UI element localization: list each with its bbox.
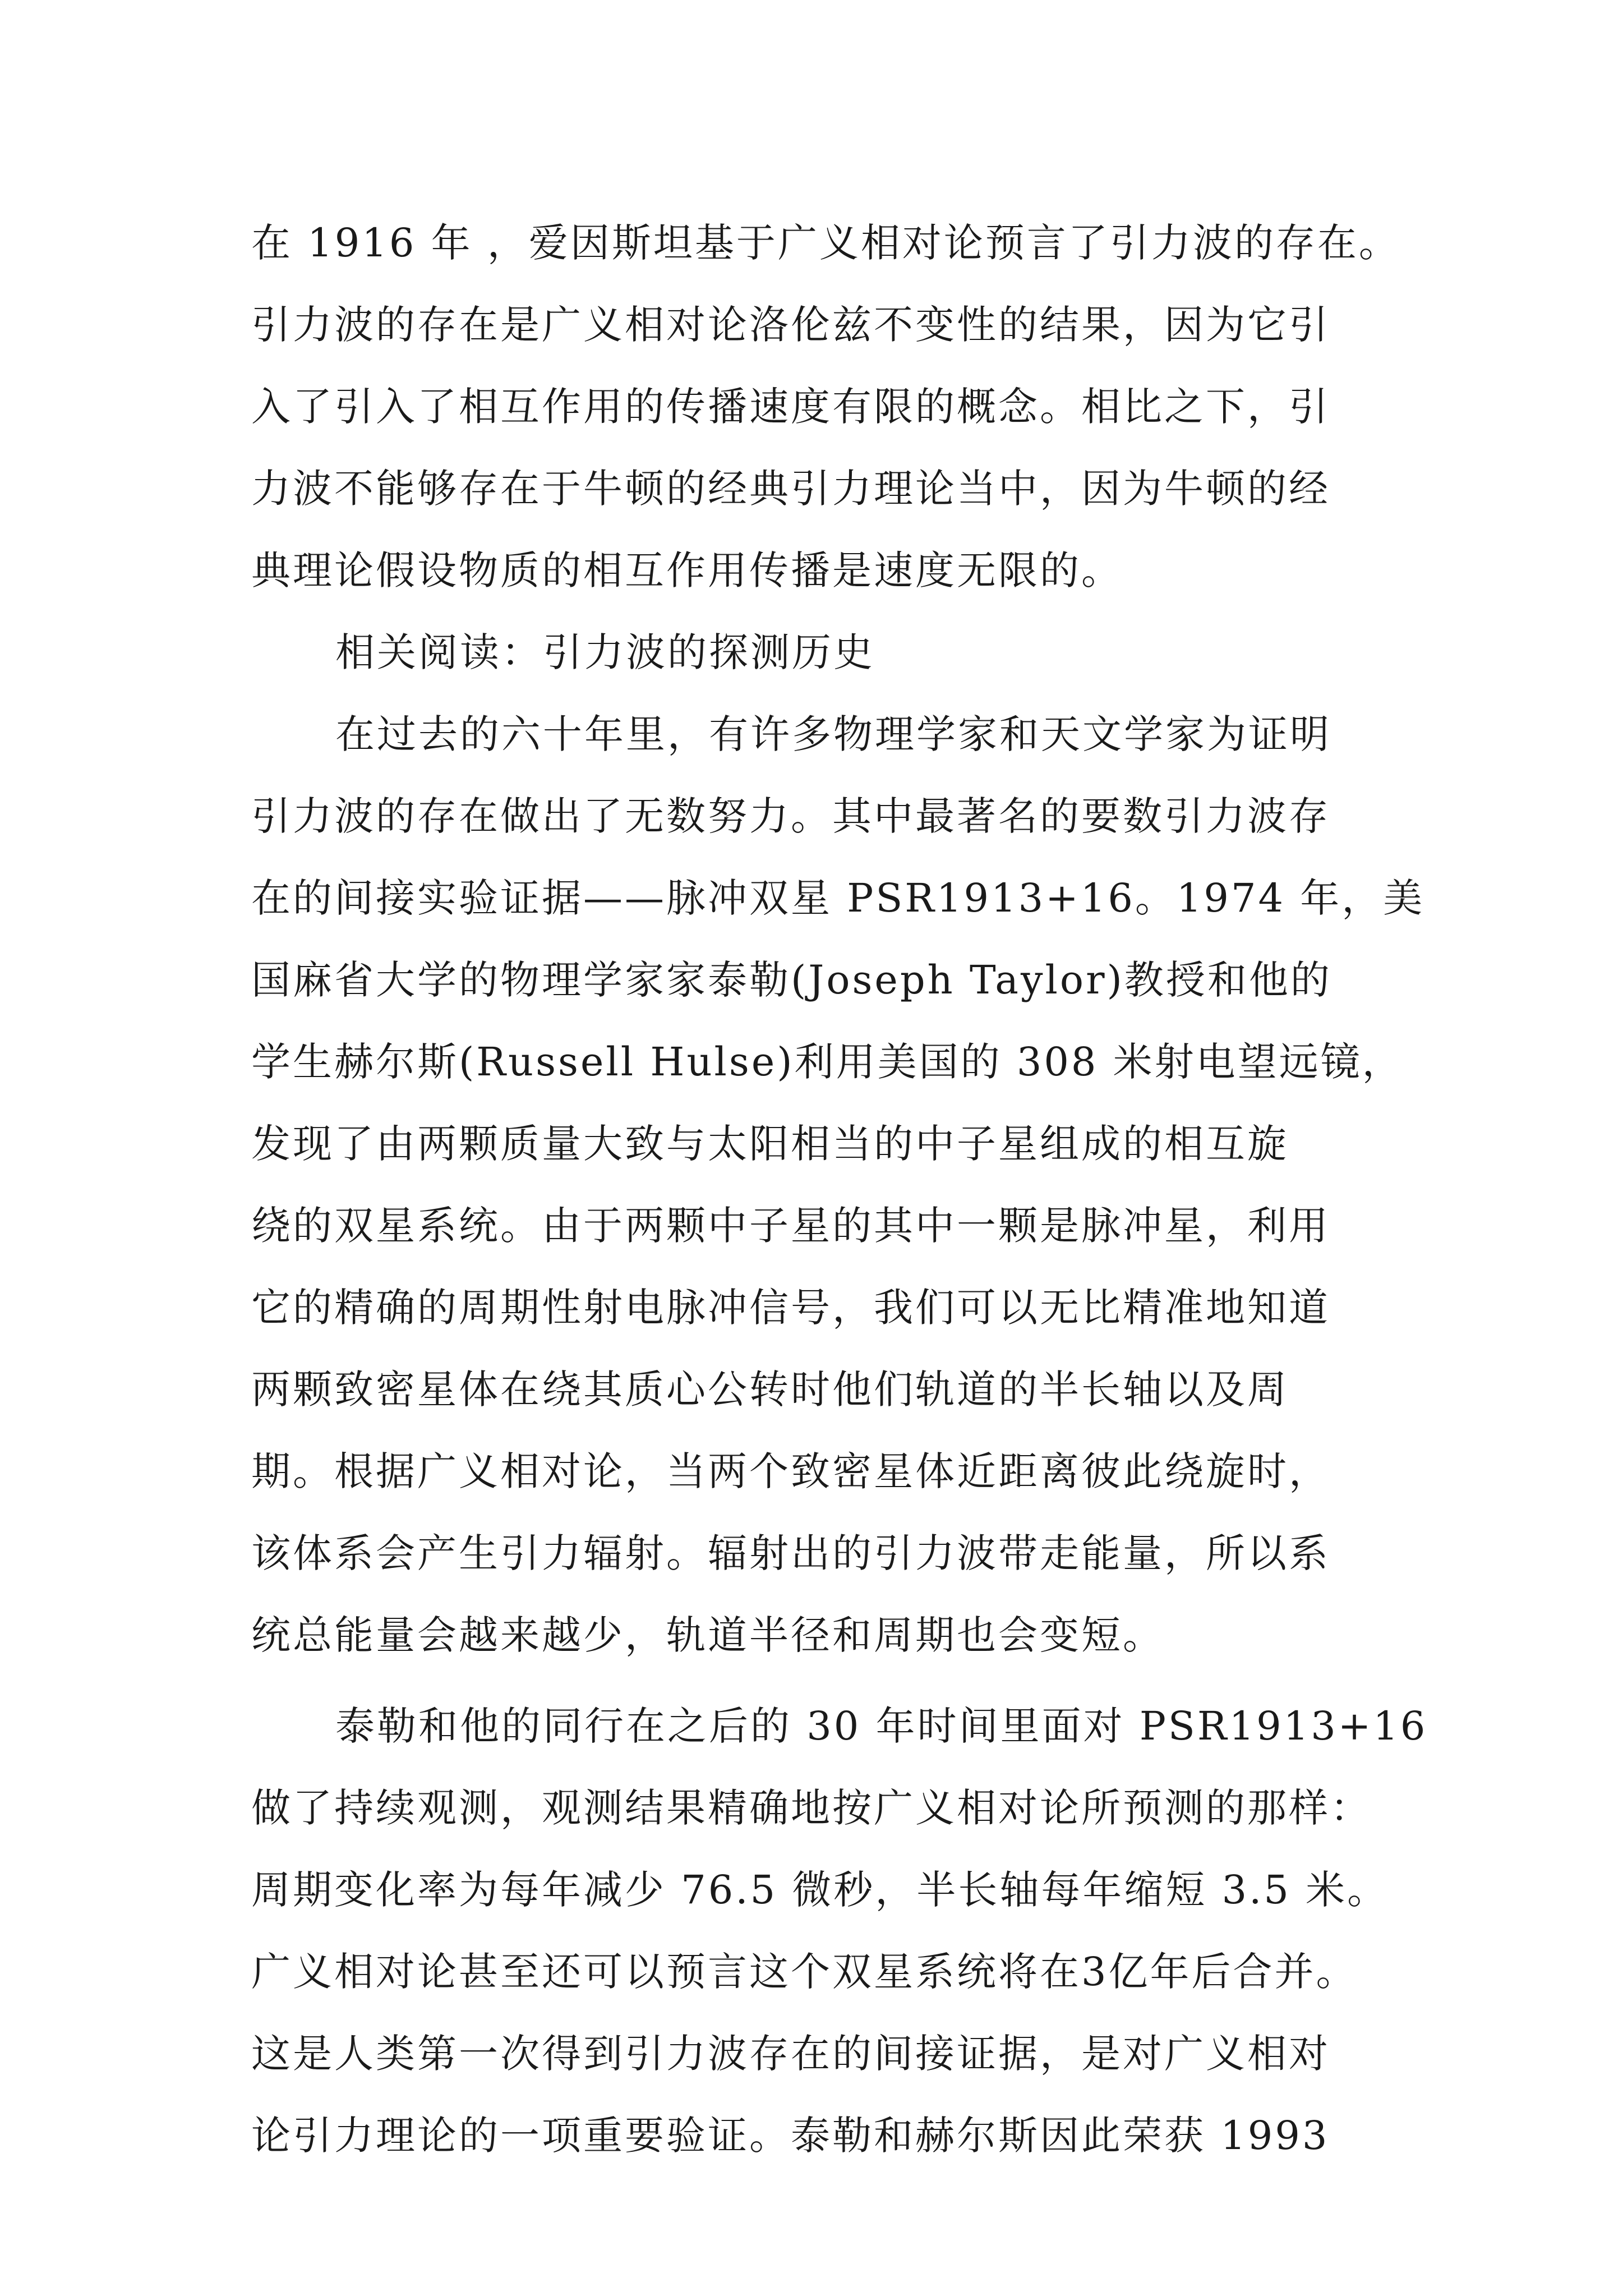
text-line: 绕的双星系统。由于两颗中子星的其中一颗是脉冲星，利用 bbox=[251, 1203, 1330, 1249]
text-line: 力波不能够存在于牛顿的经典引力理论当中，因为牛顿的经 bbox=[251, 466, 1330, 512]
text-line: 入了引入了相互作用的传播速度有限的概念。相比之下，引 bbox=[251, 384, 1330, 430]
text-line: 广义相对论甚至还可以预言这个双星系统将在3亿年后合并。 bbox=[251, 1949, 1358, 1995]
text-line: 周期变化率为每年减少 76.5 微秒，半长轴每年缩短 3.5 米。 bbox=[251, 1867, 1389, 1913]
text-line: 国麻省大学的物理学家家泰勒(Joseph Taylor)教授和他的 bbox=[251, 957, 1332, 1003]
text-line: 典理论假设物质的相互作用传播是速度无限的。 bbox=[251, 547, 1123, 593]
text-line: 泰勒和他的同行在之后的 30 年时间里面对 PSR1913+16 bbox=[335, 1703, 1428, 1749]
text-line: 在的间接实验证据——脉冲双星 PSR1913+16。1974 年，美 bbox=[251, 875, 1425, 921]
text-line: 它的精确的周期性射电脉冲信号，我们可以无比精准地知道 bbox=[251, 1285, 1330, 1331]
text-line: 引力波的存在做出了无数努力。其中最著名的要数引力波存 bbox=[251, 793, 1330, 839]
section-heading: 相关阅读：引力波的探测历史 bbox=[335, 629, 875, 675]
text-line: 发现了由两颗质量大致与太阳相当的中子星组成的相互旋 bbox=[251, 1121, 1289, 1167]
text-line: 这是人类第一次得到引力波存在的间接证据，是对广义相对 bbox=[251, 2031, 1330, 2077]
text-line: 引力波的存在是广义相对论洛伦兹不变性的结果，因为它引 bbox=[251, 302, 1330, 348]
text-line: 两颗致密星体在绕其质心公转时他们轨道的半长轴以及周 bbox=[251, 1366, 1289, 1412]
text-line: 统总能量会越来越少，轨道半径和周期也会变短。 bbox=[251, 1612, 1164, 1658]
text-line: 该体系会产生引力辐射。辐射出的引力波带走能量，所以系 bbox=[251, 1530, 1330, 1576]
text-line: 期。根据广义相对论，当两个致密星体近距离彼此绕旋时， bbox=[251, 1448, 1330, 1494]
text-line: 做了持续观测，观测结果精确地按广义相对论所预测的那样： bbox=[251, 1785, 1372, 1831]
text-line: 学生赫尔斯(Russell Hulse)利用美国的 308 米射电望远镜， bbox=[251, 1039, 1404, 1085]
text-line: 论引力理论的一项重要验证。泰勒和赫尔斯因此荣获 1993 bbox=[251, 2113, 1330, 2159]
text-line: 在 1916 年 ，爱因斯坦基于广义相对论预言了引力波的存在。 bbox=[251, 220, 1400, 266]
document-body bbox=[251, 202, 1428, 2177]
text-line: 在过去的六十年里，有许多物理学家和天文学家为证明 bbox=[335, 711, 1331, 757]
